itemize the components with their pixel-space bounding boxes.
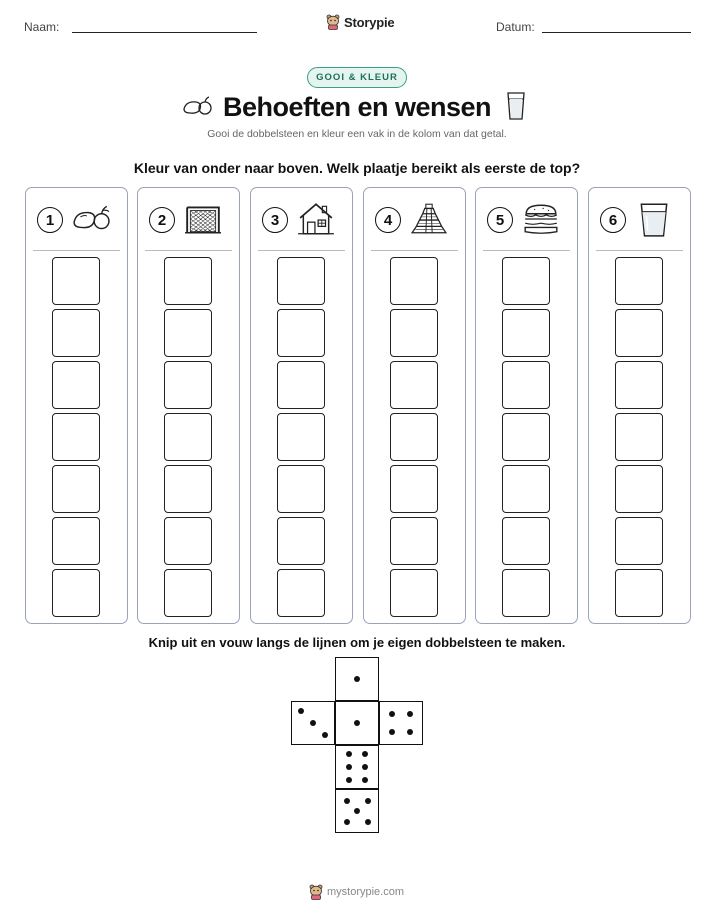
column-number: 1 (37, 207, 63, 233)
column-divider (258, 250, 345, 251)
color-box[interactable] (615, 361, 663, 409)
die-pip (362, 751, 368, 757)
page-subtitle: Gooi de dobbelsteen en kleur een vak in de kolom van dat getal. (207, 128, 507, 140)
date-line[interactable] (542, 32, 691, 33)
column-2 (137, 187, 240, 624)
storypie-mascot-icon (309, 884, 323, 900)
die-pip (354, 676, 360, 682)
color-box[interactable] (390, 465, 438, 513)
color-box[interactable] (615, 465, 663, 513)
color-box[interactable] (390, 257, 438, 305)
color-box[interactable] (164, 517, 212, 565)
color-box[interactable] (164, 569, 212, 617)
die-pip (354, 720, 360, 726)
die-face-1 (335, 657, 379, 701)
color-box[interactable] (502, 517, 550, 565)
die-pip (407, 729, 413, 735)
die-pip (362, 764, 368, 770)
die-pip (322, 732, 328, 738)
column-4 (363, 187, 466, 624)
color-box[interactable] (502, 465, 550, 513)
date-label: Datum: (496, 20, 535, 34)
color-box[interactable] (52, 413, 100, 461)
die-pip (346, 751, 352, 757)
color-box[interactable] (502, 569, 550, 617)
color-box[interactable] (164, 413, 212, 461)
color-box[interactable] (277, 569, 325, 617)
color-box[interactable] (502, 361, 550, 409)
color-box[interactable] (615, 517, 663, 565)
die-pip (362, 777, 368, 783)
color-box[interactable] (615, 569, 663, 617)
color-box[interactable] (615, 413, 663, 461)
color-box[interactable] (277, 309, 325, 357)
die-pip (354, 808, 360, 814)
color-box[interactable] (615, 257, 663, 305)
color-box[interactable] (52, 569, 100, 617)
color-box[interactable] (277, 465, 325, 513)
color-box[interactable] (277, 517, 325, 565)
color-box[interactable] (52, 309, 100, 357)
color-box[interactable] (390, 413, 438, 461)
pyramid-icon (410, 201, 448, 237)
color-box[interactable] (277, 413, 325, 461)
column-divider (371, 250, 458, 251)
die-face-1 (335, 701, 379, 745)
die-pip (407, 711, 413, 717)
color-box[interactable] (164, 361, 212, 409)
column-number: 4 (375, 207, 401, 233)
die-pip (389, 729, 395, 735)
storypie-mascot-icon (326, 14, 340, 30)
die-pip (346, 764, 352, 770)
die-pip (389, 711, 395, 717)
die-pip (365, 798, 371, 804)
color-box[interactable] (390, 309, 438, 357)
color-box[interactable] (502, 309, 550, 357)
color-box[interactable] (52, 361, 100, 409)
name-label: Naam: (24, 20, 60, 34)
sandwich-icon (522, 201, 560, 237)
footer (309, 884, 404, 900)
brand-name: Storypie (344, 14, 395, 30)
die-face-3 (291, 701, 335, 745)
page-title: Behoeften en wensen (222, 92, 492, 122)
column-divider (483, 250, 570, 251)
house-icon (297, 201, 335, 237)
column-divider (145, 250, 232, 251)
column-divider (596, 250, 683, 251)
color-box[interactable] (502, 257, 550, 305)
fruit-icon (72, 201, 110, 237)
color-box[interactable] (164, 257, 212, 305)
die-face-4 (379, 701, 423, 745)
color-box[interactable] (164, 309, 212, 357)
color-box[interactable] (164, 465, 212, 513)
activity-badge: GOOI & KLEUR (307, 67, 407, 88)
color-box[interactable] (52, 257, 100, 305)
color-box[interactable] (502, 413, 550, 461)
die-pip (344, 798, 350, 804)
die-pip (298, 708, 304, 714)
die-pip (365, 819, 371, 825)
column-5 (475, 187, 578, 624)
color-box[interactable] (52, 465, 100, 513)
column-1 (25, 187, 128, 624)
column-number: 6 (600, 207, 626, 233)
color-box[interactable] (390, 361, 438, 409)
die-pip (346, 777, 352, 783)
color-box[interactable] (390, 517, 438, 565)
color-box[interactable] (615, 309, 663, 357)
footer-url[interactable]: mystorypie.com (327, 886, 405, 898)
column-number: 5 (487, 207, 513, 233)
color-box[interactable] (277, 361, 325, 409)
column-number: 2 (149, 207, 175, 233)
column-6 (588, 187, 691, 624)
name-line[interactable] (72, 32, 257, 33)
color-box[interactable] (52, 517, 100, 565)
water-glass-icon (635, 201, 673, 237)
die-face-5 (335, 789, 379, 833)
brand-logo (326, 14, 394, 30)
color-box[interactable] (390, 569, 438, 617)
instruction-text: Kleur van onder naar boven. Welk plaatje bereikt als eerste de top? (133, 160, 581, 176)
column-number: 3 (262, 207, 288, 233)
die-face-6 (335, 745, 379, 789)
color-box[interactable] (277, 257, 325, 305)
column-3 (250, 187, 353, 624)
cutout-instruction: Knip uit en vouw langs de lijnen om je eigen dobbelsteen te maken. (148, 635, 566, 650)
column-divider (33, 250, 120, 251)
die-pip (344, 819, 350, 825)
die-pip (310, 720, 316, 726)
soccer-goal-icon (184, 201, 222, 237)
water-glass-icon (506, 91, 526, 121)
